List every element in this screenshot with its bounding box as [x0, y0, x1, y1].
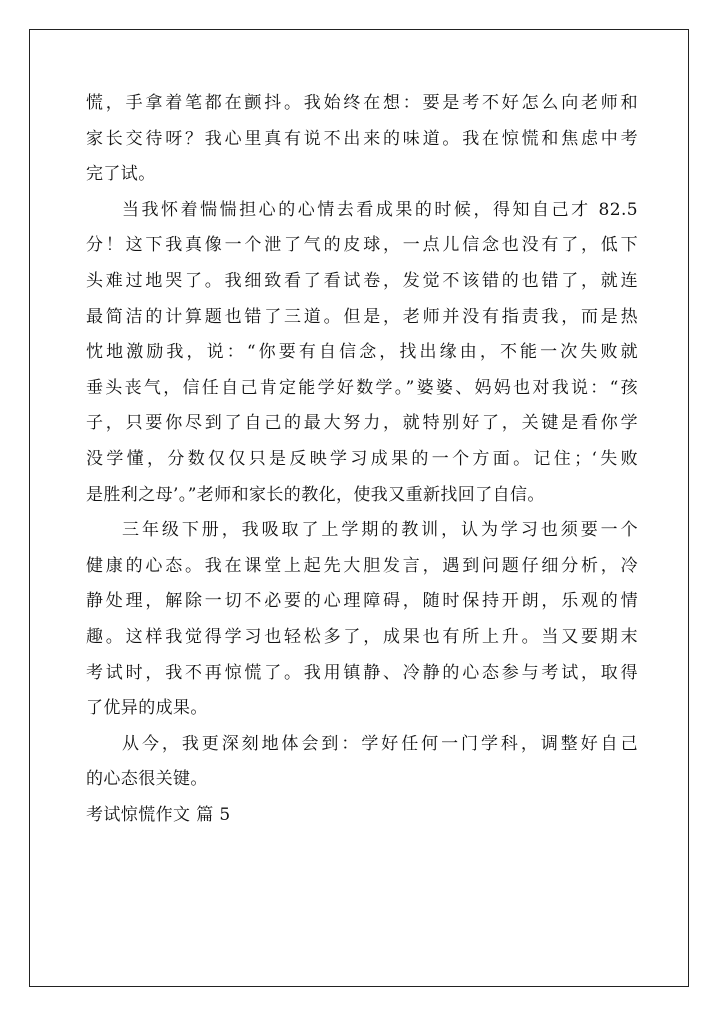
text-line: 忱地激励我，说：“你要有自信念，找出缘由，不能一次失败就 — [86, 342, 638, 363]
paragraph-start-line: 从今，我更深刻地体会到：学好任何一门学科，调整好自己 — [122, 733, 638, 754]
paragraph-start-line: 三年级下册，我吸取了上学期的教训，认为学习也须要一个 — [122, 520, 638, 541]
text-line: 最简洁的计算题也错了三道。但是，老师并没有指责我，而是热 — [86, 306, 638, 327]
text-line: 完了试。 — [86, 164, 156, 185]
text-line: 是胜利之母’。”老师和家长的教化，使我又重新找回了自信。 — [86, 484, 545, 505]
text-line: 慌，手拿着笔都在颤抖。我始终在想：要是考不好怎么向老师和 — [86, 93, 638, 113]
text-line: 考试时，我不再惊慌了。我用镇静、冷静的心态参与考试，取得 — [86, 662, 638, 683]
text-line: 健康的心态。我在课堂上起先大胆发言，遇到问题仔细分析，冷 — [86, 555, 638, 576]
section-heading: 考试惊慌作文 篇 5 — [86, 804, 231, 825]
text-line: 分！这下我真像一个泄了气的皮球，一点儿信念也没有了，低下 — [86, 235, 638, 256]
text-line: 静处理，解除一切不必要的心理障碍，随时保持开朗，乐观的情 — [86, 591, 638, 612]
text-line: 子，只要你尽到了自己的最大努力，就特别好了，关键是看你学 — [86, 413, 638, 434]
text-line: 头难过地哭了。我细致看了看试卷，发觉不该错的也错了，就连 — [86, 270, 638, 291]
text-line: 的心态很关键。 — [86, 769, 208, 790]
paragraph-start-line: 当我怀着惴惴担心的心情去看成果的时候，得知自己才 82.5 — [122, 199, 638, 220]
text-line: 趣。这样我觉得学习也轻松多了，成果也有所上升。当又要期末 — [86, 626, 638, 647]
document-body — [86, 86, 638, 833]
text-line: 垂头丧气，信任自己肯定能学好数学。”婆婆、妈妈也对我说：“孩 — [86, 377, 638, 398]
text-line: 没学懂，分数仅仅只是反映学习成果的一个方面。记住；‘失败 — [86, 448, 638, 469]
text-line: 了优异的成果。 — [86, 698, 208, 719]
text-line: 家长交待呀？我心里真有说不出来的味道。我在惊慌和焦虑中考 — [86, 128, 638, 149]
